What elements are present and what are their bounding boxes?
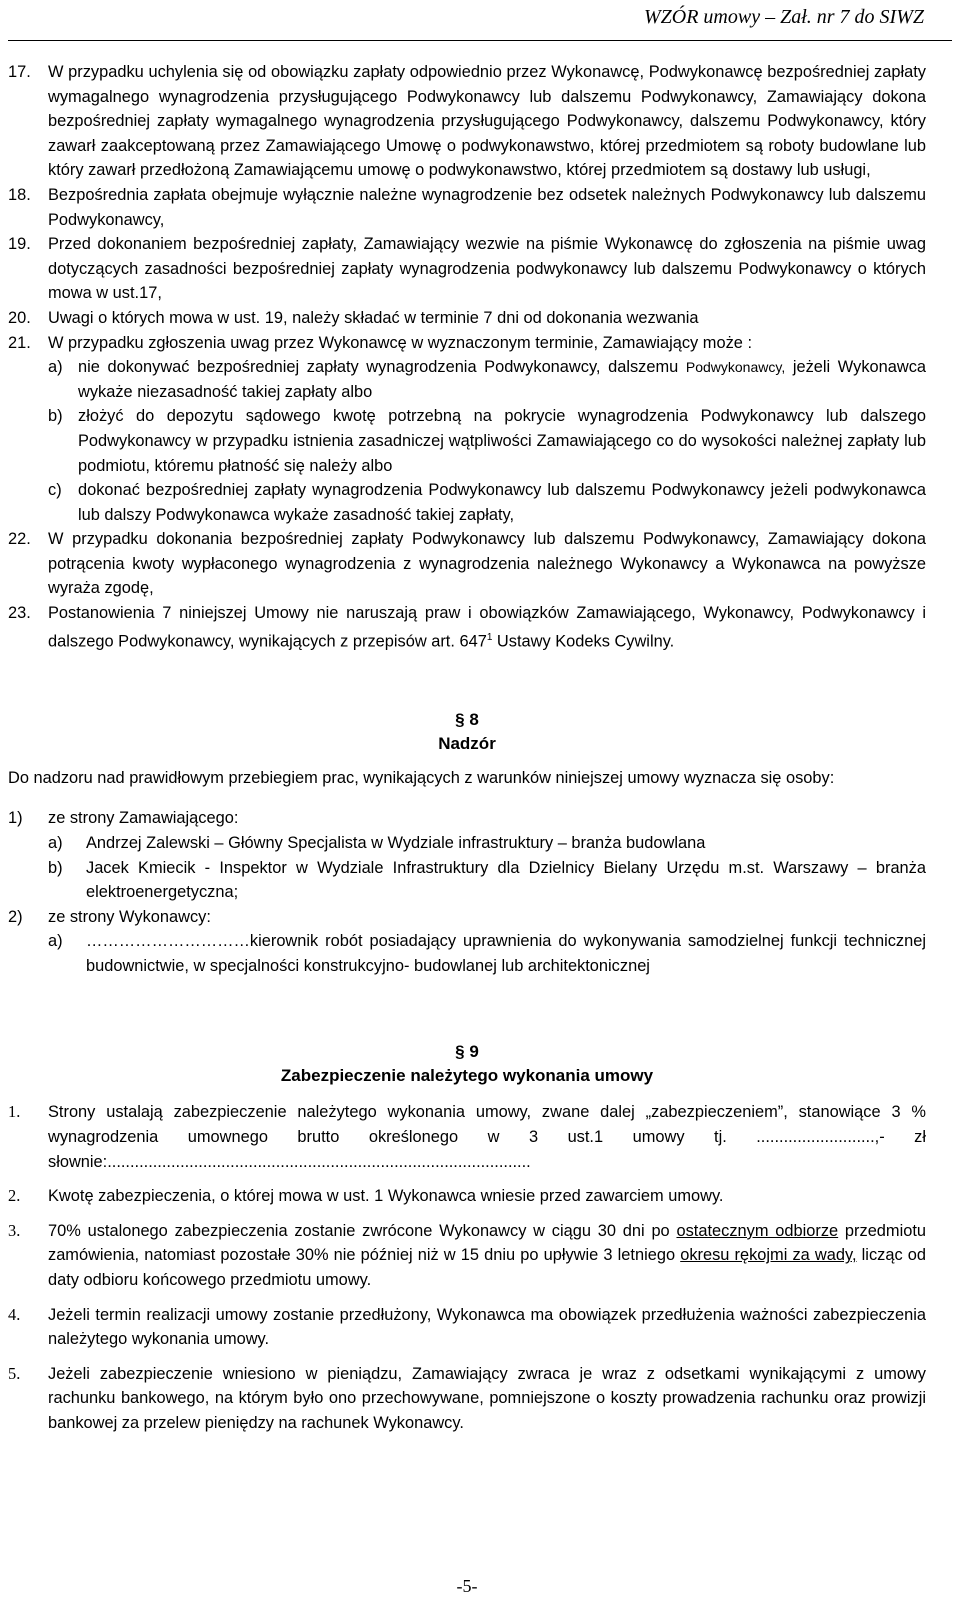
document-header: WZÓR umowy – Zał. nr 7 do SIWZ — [643, 6, 924, 28]
clause-17 — [8, 60, 926, 183]
clause-text: W przypadku zgłoszenia uwag przez Wykonawcę w wyznaczonym terminie, Zamawiający może : — [48, 333, 752, 352]
clause-23 — [8, 601, 926, 654]
sub-letter: c) — [48, 481, 62, 500]
clause-text: Postanowienia 7 niniejszej Umowy nie naruszają praw i obowiązków Zamawiającego, Wykonawcy, Podwykonawcy i dalszego Podwykonawcy, wynikających z przepisów art. $647^1$ Ustawy Kodeks Cywilny. — [48, 604, 926, 651]
clause-number: 17. — [8, 63, 31, 81]
sub-letter: b) — [48, 407, 63, 426]
clause-number: 22. — [8, 530, 31, 549]
section-8-intro: Do nadzoru nad prawidłowym przebiegiem prac, wynikających z warunków niniejszej umowy wyznacza się osoby: — [8, 768, 835, 787]
clause-number: 23. — [8, 604, 31, 623]
oversight-subitem: a) Andrzej Zalewski – Główny Specjalista w Wydziale infrastruktury – branża budowlana — [48, 833, 706, 852]
sub-text: dokonać bezpośredniej zapłaty wynagrodzenia Podwykonawcy lub dalszemu Podwykonawcy jeżeli podwykonawca lub dalszy Podwykonawca wykaże zasadność takiej zapłaty, — [78, 481, 926, 524]
security-item-4: 4. Jeżeli termin realizacji umowy zostanie przedłużony, Wykonawca ma obowiązek przedłużenia ważności zabezpieczenia należytego wykonania umowy. — [8, 1304, 926, 1349]
clause-number: 19. — [8, 235, 31, 254]
security-item-1: 1. Strony ustalają zabezpieczenie należytego wykonania umowy, zwane dalej „zabezpieczeniem”, stanowiące 3 % wynagrodzenia umownego brutto określonego w 3 ust.1 umowy tj. ..........................,- zł słownie:............................................................................................. — [8, 1102, 926, 1171]
clause-text: Bezpośrednia zapłata obejmuje wyłącznie należne wynagrodzenie bez odsetek należnych Podwykonawcy lub dalszemu Podwykonawcy, — [48, 185, 926, 229]
sub-letter: a) — [48, 358, 63, 377]
clause-text: Przed dokonaniem bezpośredniej zapłaty, Zamawiający wezwie na piśmie Wykonawcę do zgłoszenia na piśmie uwag dotyczących zasadności bezpośredniej zapłaty wynagrodzenia podwykonawcy lub dalszemu Podwykonawcy o których mowa w ust.17, — [48, 235, 926, 303]
clause-21-c — [8, 478, 926, 527]
section-8-number: § 8 — [455, 709, 479, 729]
clause-18 — [8, 183, 926, 232]
document-body — [8, 60, 926, 1436]
clause-21-a — [8, 355, 926, 404]
security-item-5: 5. Jeżeli zabezpieczenie wniesiono w pieniądzu, Zamawiający zwraca je wraz z odsetkami wynikającymi z umowy rachunku bankowego, na którym było ono przechowywane, pomniejszone o koszty prowadzenia rachunku oraz prowizji bankowej za przelew pieniędzy na rachunek Wykonawcy. — [8, 1363, 926, 1432]
oversight-item: 1) ze strony Zamawiającego: — [8, 809, 239, 828]
sub-text: złożyć do depozytu sądowego kwotę potrzebną na pokrycie wynagrodzenia Podwykonawcy lub dalszego Podwykonawcy w przypadku istnienia zasadniczej wątpliwości Zamawiającego co do wysokości należnej zapłaty lub podmiotu, któremu płatność się należy albo — [78, 407, 926, 475]
clause-number: 21. — [8, 333, 31, 352]
clause-number: 20. — [8, 308, 31, 327]
section-9-number: § 9 — [455, 1042, 479, 1062]
clause-20 — [8, 306, 926, 331]
section-9-title: Zabezpieczenie należytego wykonania umowy — [280, 1066, 654, 1086]
clause-19 — [8, 232, 926, 306]
clause-22 — [8, 527, 926, 601]
security-item-2: 2. Kwotę zabezpieczenia, o której mowa w ust. 1 Wykonawca wniesie przed zawarciem umowy. — [8, 1186, 724, 1206]
clause-text: W przypadku dokonania bezpośredniej zapłaty Podwykonawcy lub dalszemu Podwykonawcy, Zamawiający dokona potrącenia kwoty wypłaconego wynagrodzenia z wynagrodzenia należnego Wykonawcy a Wykonawca na powyższe wyraża zgodę, — [48, 530, 926, 598]
clause-number: 18. — [8, 185, 31, 204]
oversight-subitem: a) …………………………kierownik robót posiadający uprawnienia do wykonywania samodzielnej funkcji technicznej budownictwie, w specjalności konstrukcyjno- budowlanej lub architektonicznej — [48, 932, 926, 975]
section-8-title: Nadzór — [438, 733, 496, 753]
oversight-item: 2) ze strony Wykonawcy: — [8, 907, 211, 926]
clause-text: W przypadku uchylenia się od obowiązku zapłaty odpowiednio przez Wykonawcę, Podwykonawcę bezpośredniej zapłaty wymagalnego wynagrodzenia przysługującego Podwykonawcy lub dalszemu Podwykonawcy, Zamawiający dokona bezpośredniej zapłaty wymagalnego wynagrodzenia przysługującego Podwykonawcy, dalszemu Podwykonawcy, który zawarł zaakceptowaną przez Zamawiającego Umowę o podwykonawstwo, której przedmiotem są roboty budowlane lub który zawarł przedłożoną Zamawiającemu umowę o podwykonawstwo, której przedmiotem są dostawy lub usługi, — [48, 63, 926, 180]
clause-21 — [8, 331, 926, 356]
header-rule — [8, 40, 952, 41]
page-number: -5- — [456, 1576, 478, 1596]
clause-text: Uwagi o których mowa w ust. 19, należy składać w terminie 7 dni od dokonania wezwania — [48, 308, 699, 327]
oversight-subitem: b) Jacek Kmiecik - Inspektor w Wydziale Infrastruktury dla Dzielnicy Bielany Urzędu m.st. Warszawy – branża elektroenergetyczna; — [48, 858, 926, 902]
sub-text: nie dokonywać bezpośredniej zapłaty wynagrodzenia Podwykonawcy, dalszemu Podwykonawcy, jeżeli Wykonawca wykaże niezasadność takiej zapłaty albo — [78, 358, 927, 401]
clause-21-b — [8, 404, 926, 478]
section-sign: § — [455, 709, 470, 729]
section-sign: § — [455, 1042, 470, 1062]
security-item-3: 3. 70% ustalonego zabezpieczenia zostanie zwrócone Wykonawcy w ciągu 30 dni po ostatecznym odbiorze przedmiotu zamówienia, natomiast pozostałe 30% nie później niż w 15 dniu po upływie 3 letniego okresu rękojmi za wady, licząc od daty odbioru końcowego przedmiotu umowy. — [8, 1220, 927, 1290]
